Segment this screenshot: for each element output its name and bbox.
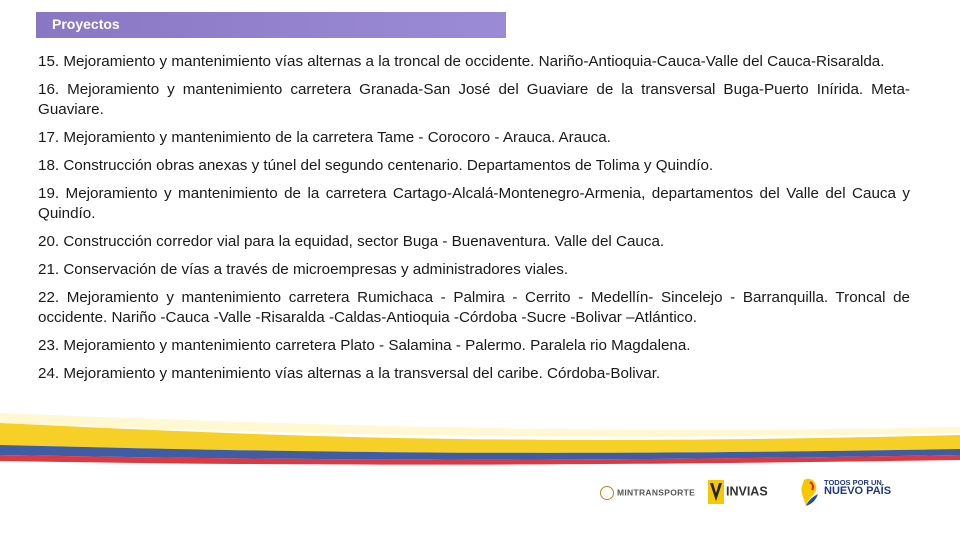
todos-line2: NUEVO PAÍS [824,485,892,497]
todos-por-un-nuevo-pais-logo [800,474,910,516]
project-item: 16. Mejoramiento y mantenimiento carretera Granada-San José del Guaviare de la transversal Buga-Puerto Inírida. Meta-Guaviare. [38,81,910,118]
project-list [38,52,910,392]
project-item: 21. Conservación de vías a través de microempresas y administradores viales. [38,261,569,278]
project-item: 20. Construcción corredor vial para la equidad, sector Buga - Buenaventura. Valle del Cauca. [38,233,665,250]
footer-logos [590,470,920,520]
todos-line1: TODOS POR UN [824,478,882,487]
colombia-flag-band [0,405,960,465]
project-item: 23. Mejoramiento y mantenimiento carretera Plato - Salamina - Palermo. Paralela rio Magdalena. [38,337,691,354]
dove-emblem-icon [800,476,822,510]
project-item: 15. Mejoramiento y mantenimiento vías alternas a la troncal de occidente. Nariño-Antioquia-Cauca-Valle del Cauca-Risaralda. [38,53,885,70]
invias-logo [708,480,768,510]
section-title: Proyectos [52,16,120,32]
mintransporte-label: MINTRANSPORTE [617,487,696,498]
project-item: 22. Mejoramiento y mantenimiento carretera Rumichaca - Palmira - Cerrito - Medellín- Sincelejo - Barranquilla. Troncal de occidente. Nariño -Cauca -Valle -Risaralda -Caldas-Antioquia -Córdoba -Sucre -Bolivar –Atlántico. [38,289,910,326]
project-item: 18. Construcción obras anexas y túnel del segundo centenario. Departamentos de Tolima y Quindío. [38,157,714,174]
mintransporte-logo [600,486,695,500]
invias-label: INVIAS [726,484,768,499]
project-item: 19. Mejoramiento y mantenimiento de la carretera Cartago-Alcalá-Montenegro-Armenia, departamentos del Valle del Cauca y Quindío. [38,185,910,222]
section-header-bar [36,12,506,38]
colombia-seal-icon [600,486,614,500]
project-item: 17. Mejoramiento y mantenimiento de la carretera Tame - Corocoro - Arauca. Arauca. [38,129,611,146]
project-item: 24. Mejoramiento y mantenimiento vías alternas a la transversal del caribe. Córdoba-Bolivar. [38,365,661,382]
invias-mark-icon [708,480,724,504]
